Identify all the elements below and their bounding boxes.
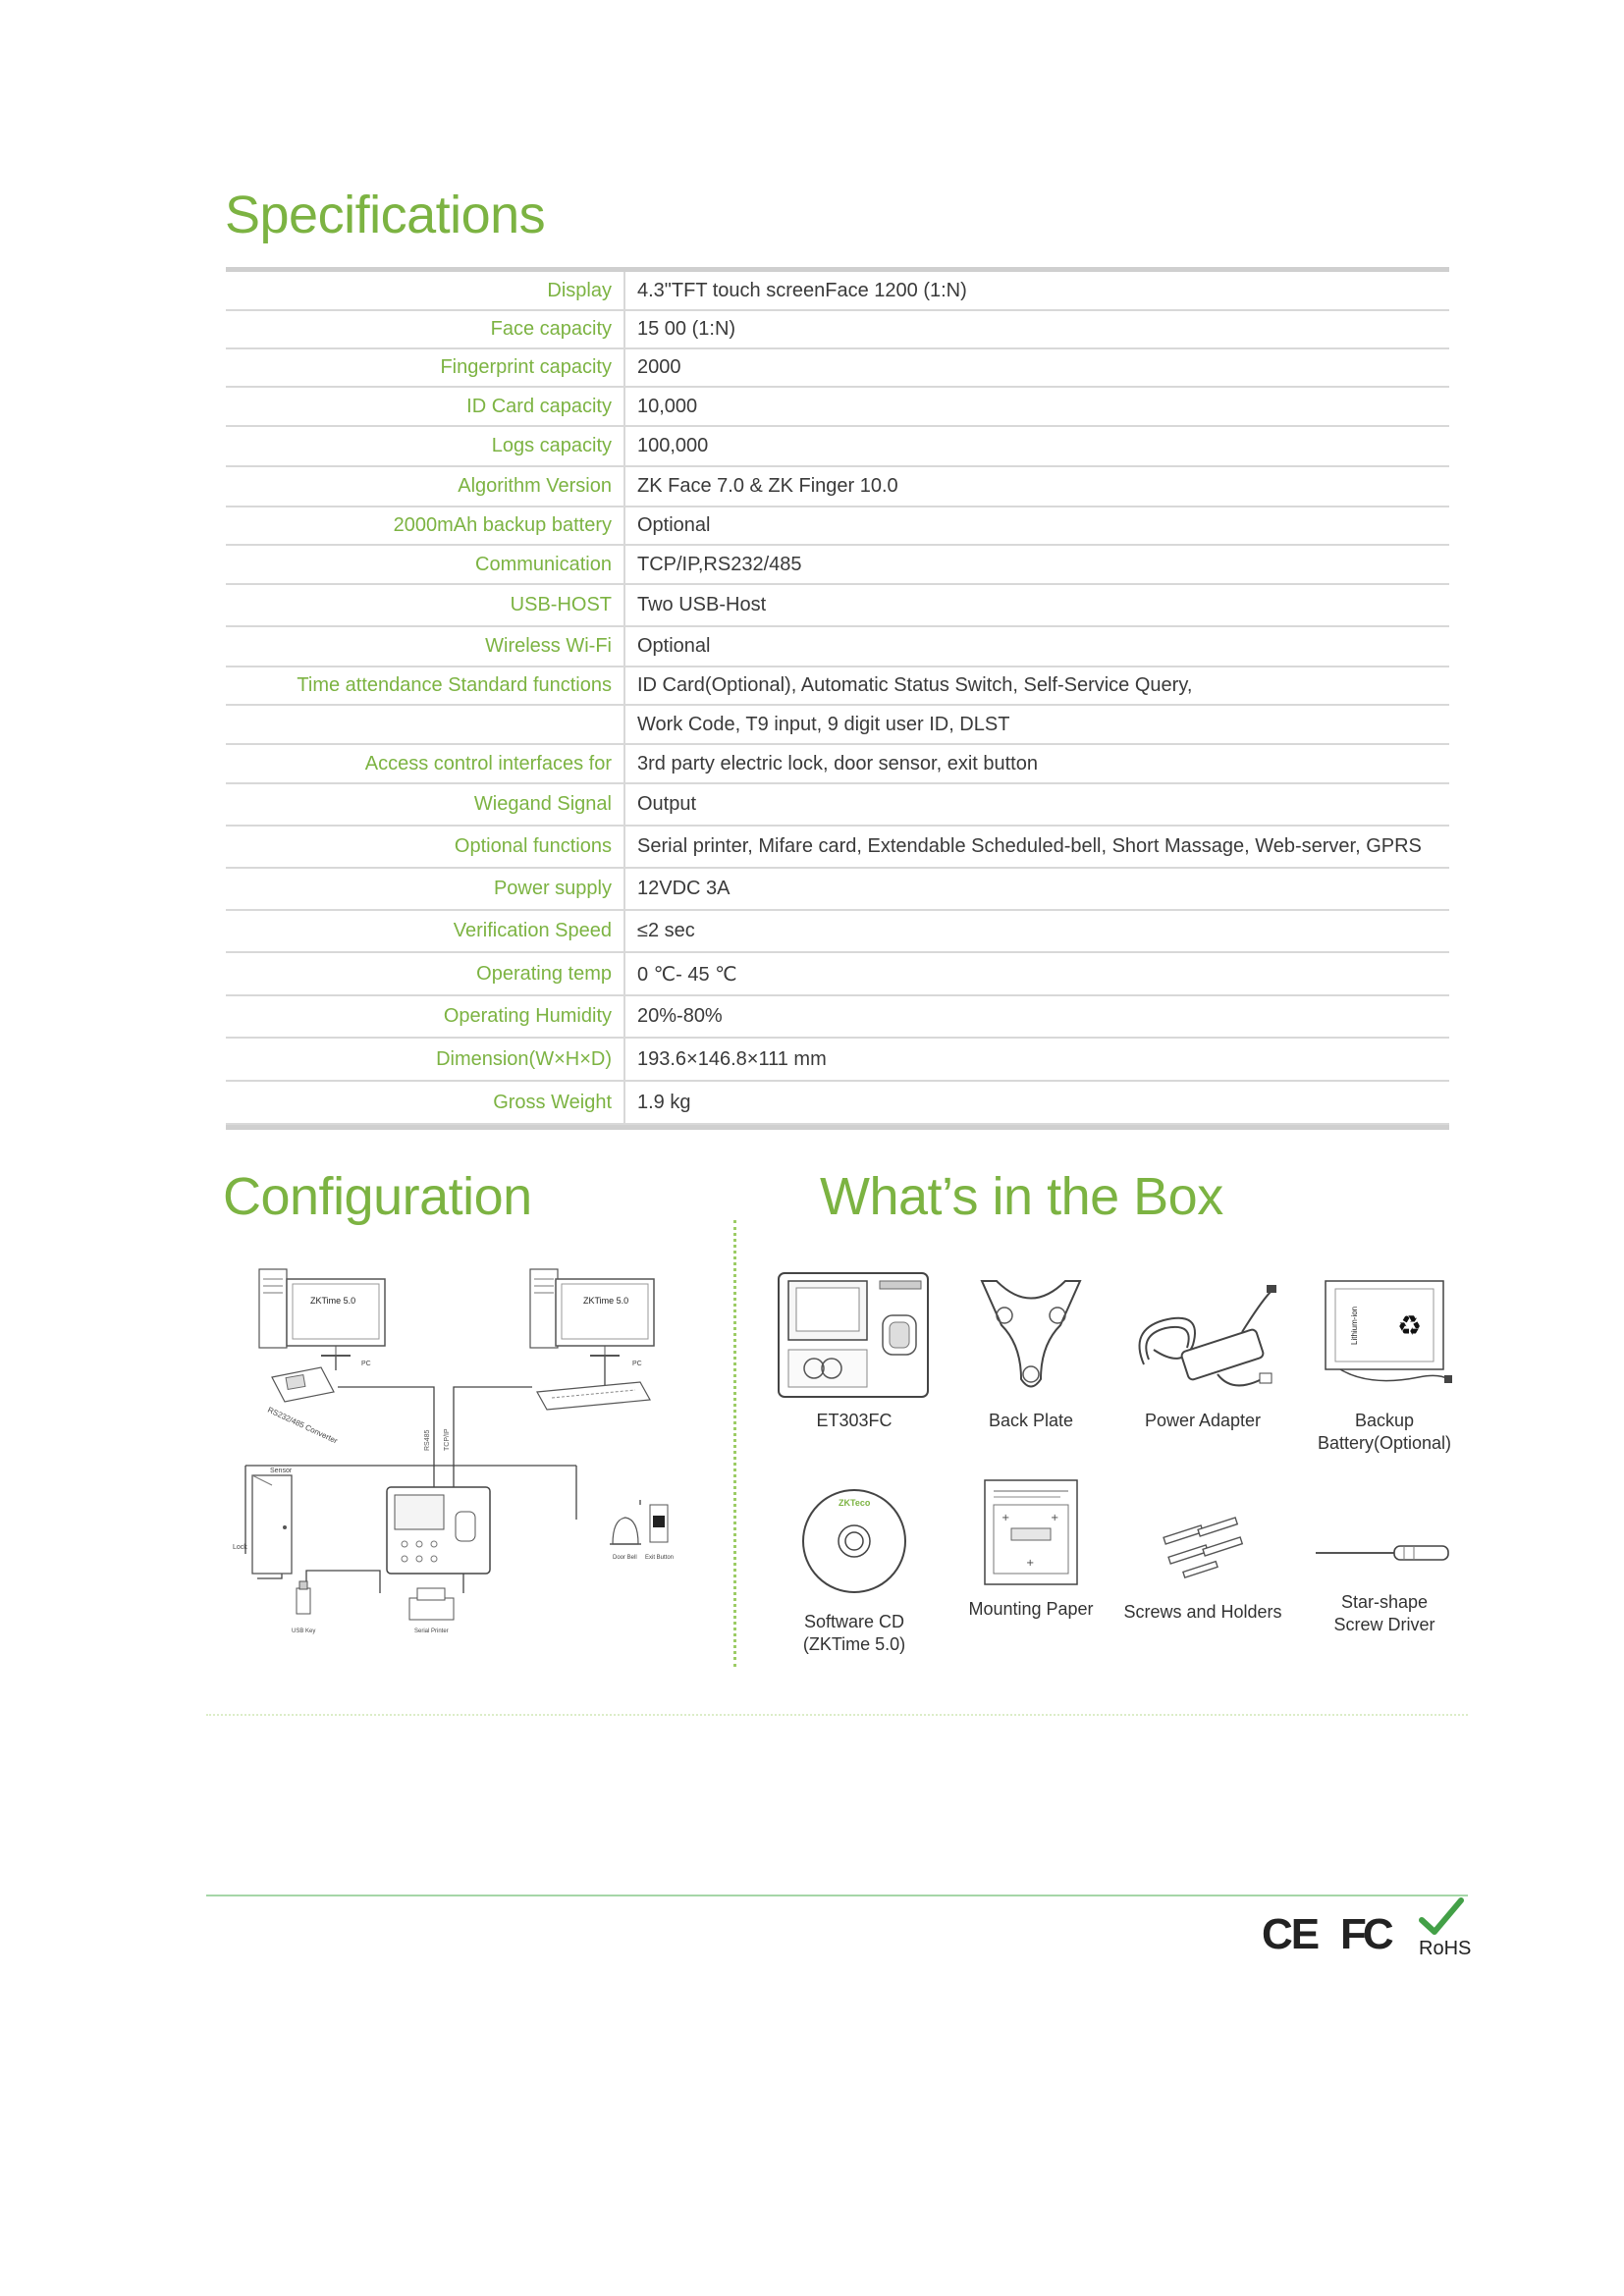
pc-left-label: PC: [361, 1361, 371, 1367]
spec-row: [226, 869, 1449, 911]
spec-label: Verification Speed: [226, 911, 625, 951]
box-item-software-cd: [781, 1482, 928, 1656]
device-caption: [776, 1410, 933, 1432]
spec-label: Wireless Wi-Fi: [226, 627, 625, 666]
software-cd-caption: [781, 1611, 928, 1656]
software-cd-icon: [795, 1482, 913, 1600]
battery-icon: [1311, 1271, 1458, 1399]
pc-right-icon: [530, 1269, 654, 1356]
caption-line1: Star-shape: [1340, 1592, 1429, 1612]
usb-key-icon: [297, 1581, 310, 1614]
spec-row: [226, 507, 1449, 546]
spec-label: Fingerprint capacity: [226, 349, 625, 386]
spec-label: ID Card capacity: [226, 388, 625, 425]
spec-value: 3rd party electric lock, door sensor, exit button: [637, 752, 1038, 774]
serial-printer-label: Serial Printer: [414, 1629, 449, 1634]
spec-row: [226, 388, 1449, 427]
serial-printer-icon: [409, 1588, 454, 1620]
certification-marks: [1262, 1896, 1472, 1965]
spec-row: [226, 272, 1449, 311]
caption-line1: Power Adapter: [1144, 1411, 1262, 1430]
caption-line1: Backup: [1354, 1411, 1415, 1430]
spec-value: Output: [637, 793, 697, 815]
spec-value: 20%-80%: [637, 1005, 723, 1027]
spec-value: Optional: [637, 635, 711, 657]
spec-label: Display: [226, 272, 625, 309]
svg-text:+: +: [1001, 1513, 1010, 1523]
spec-label: Access control interfaces for: [226, 745, 625, 782]
spec-value: ≤2 sec: [637, 920, 695, 941]
svg-text:+: +: [1051, 1513, 1059, 1523]
spec-row: [226, 1039, 1449, 1082]
spec-value: 0 ℃- 45 ℃: [637, 963, 737, 986]
spec-value: ZK Face 7.0 & ZK Finger 10.0: [637, 475, 898, 497]
svg-text:+: +: [1026, 1558, 1035, 1569]
sensor-label: Sensor: [270, 1468, 293, 1474]
spec-value: 2000: [637, 356, 681, 378]
spec-label: 2000mAh backup battery: [226, 507, 625, 544]
spec-label: Communication: [226, 546, 625, 583]
pc-right-screen-text: ZKTime 5.0: [583, 1296, 629, 1306]
spec-row: [226, 427, 1449, 467]
spec-label: Time attendance Standard functions: [226, 667, 625, 704]
mounting-paper-icon: [982, 1477, 1080, 1587]
caption-line2: Screw Driver: [1333, 1615, 1435, 1634]
specifications-table: [226, 267, 1449, 1130]
exit-button-icon: [650, 1505, 668, 1542]
tcpip-label: TCP/IP: [444, 1428, 451, 1451]
spec-row: [226, 827, 1449, 869]
spec-label: Face capacity: [226, 311, 625, 347]
caption-line1: Mounting Paper: [968, 1599, 1094, 1619]
box-item-mounting-paper: [952, 1477, 1110, 1621]
screwdriver-icon: [1311, 1531, 1458, 1580]
usb-key-label: USB Key: [292, 1629, 316, 1634]
screws-caption: [1110, 1601, 1296, 1624]
battery-text: Lithium-ion: [1350, 1306, 1359, 1345]
spec-value: 10,000: [637, 395, 698, 417]
caption-line2: (ZKTime 5.0): [802, 1634, 906, 1654]
spec-row: [226, 911, 1449, 953]
mounting-paper-caption: [952, 1598, 1110, 1621]
spec-row: [226, 311, 1449, 349]
rs485-label: RS485: [424, 1429, 431, 1451]
box-item-device: [776, 1271, 933, 1432]
box-item-screwdriver: [1301, 1531, 1468, 1636]
spec-row: [226, 1082, 1449, 1125]
spec-row: [226, 996, 1449, 1039]
configuration-title: Configuration: [223, 1167, 532, 1226]
back-plate-caption: [957, 1410, 1105, 1432]
screwdriver-caption: [1301, 1591, 1468, 1636]
backup-battery-caption: [1301, 1410, 1468, 1455]
spec-label: USB-HOST: [226, 585, 625, 625]
caption-line1: Back Plate: [988, 1411, 1074, 1430]
door-icon: [252, 1475, 292, 1574]
caption-line2: Battery(Optional): [1317, 1433, 1452, 1453]
screws-icon: [1144, 1502, 1262, 1590]
ce-mark: CE: [1262, 1910, 1319, 1958]
whats-in-box-title: What’s in the Box: [820, 1167, 1223, 1226]
spec-row: [226, 467, 1449, 507]
spec-value: 100,000: [637, 435, 709, 456]
pc-left-screen-text: ZKTime 5.0: [310, 1296, 356, 1306]
converter-label: RS232/485 Converter: [266, 1405, 340, 1446]
section-divider: [733, 1220, 736, 1667]
table-bottom-rule: [226, 1125, 1449, 1130]
spec-label: Algorithm Version: [226, 467, 625, 506]
converter-icon: [272, 1367, 334, 1402]
section-separator-dotted: [206, 1714, 1468, 1716]
spec-row: [226, 745, 1449, 784]
spec-value: TCP/IP,RS232/485: [637, 553, 802, 575]
spec-row: [226, 546, 1449, 585]
spec-row: [226, 784, 1449, 827]
spec-row: [226, 667, 1449, 706]
spec-label: Gross Weight: [226, 1082, 625, 1123]
spec-rows: [226, 272, 1449, 1125]
box-item-screws: [1110, 1502, 1296, 1624]
box-item-backup-battery: [1301, 1271, 1468, 1455]
check-icon: [1417, 1896, 1466, 1938]
spec-value: Work Code, T9 input, 9 digit user ID, DLST: [637, 713, 1010, 735]
door-bell-icon: [610, 1518, 641, 1544]
terminal-device-icon: [387, 1487, 490, 1574]
spec-value: 4.3"TFT touch screenFace 1200 (1:N): [637, 279, 967, 301]
box-item-power-adapter: [1114, 1271, 1291, 1432]
spec-value: Serial printer, Mifare card, Extendable Scheduled-bell, Short Massage, Web-server, GPRS: [637, 835, 1422, 857]
spec-label: Dimension(W×H×D): [226, 1039, 625, 1080]
caption-line1: Software CD: [803, 1612, 905, 1631]
spec-label: Wiegand Signal: [226, 784, 625, 825]
spec-label: Operating Humidity: [226, 996, 625, 1037]
caption-line1: Screws and Holders: [1123, 1602, 1282, 1622]
pc-left-icon: [259, 1269, 385, 1356]
spec-label: Power supply: [226, 869, 625, 909]
lock-label: Lock: [233, 1544, 247, 1551]
spec-value: ID Card(Optional), Automatic Status Switch, Self-Service Query,: [637, 674, 1193, 696]
back-plate-icon: [977, 1271, 1085, 1399]
spec-row: [226, 349, 1449, 388]
configuration-diagram: [228, 1255, 675, 1667]
spec-label: [226, 706, 625, 743]
specifications-title: Specifications: [225, 186, 546, 244]
fc-mark: FC: [1340, 1910, 1390, 1958]
spec-row: [226, 627, 1449, 667]
spec-row: [226, 953, 1449, 996]
pc-right-label: PC: [632, 1361, 642, 1367]
spec-value: 15 00 (1:N): [637, 318, 736, 340]
spec-label: Operating temp: [226, 953, 625, 994]
spec-label: Logs capacity: [226, 427, 625, 465]
cd-brand-text: ZKTeco: [839, 1498, 871, 1508]
power-adapter-icon: [1124, 1271, 1281, 1399]
power-adapter-caption: [1114, 1410, 1291, 1432]
spec-row: [226, 585, 1449, 627]
rohs-mark: RoHS: [1419, 1938, 1472, 1959]
exit-button-label: Exit Button: [645, 1555, 675, 1561]
spec-label: Optional functions: [226, 827, 625, 867]
spec-row: [226, 706, 1449, 745]
spec-value: 193.6×146.8×111 mm: [637, 1047, 827, 1070]
caption-line1: ET303FC: [816, 1411, 893, 1430]
spec-value: Optional: [637, 514, 711, 536]
spec-value: Two USB-Host: [637, 594, 767, 615]
spec-value: 1.9 kg: [637, 1091, 691, 1113]
spec-value: 12VDC 3A: [637, 878, 731, 899]
device-icon: [777, 1271, 932, 1399]
network-switch-icon: [537, 1382, 650, 1410]
svg-text:♻: ♻: [1397, 1309, 1423, 1342]
box-item-back-plate: [957, 1271, 1105, 1432]
door-bell-label: Door Bell: [613, 1555, 637, 1561]
